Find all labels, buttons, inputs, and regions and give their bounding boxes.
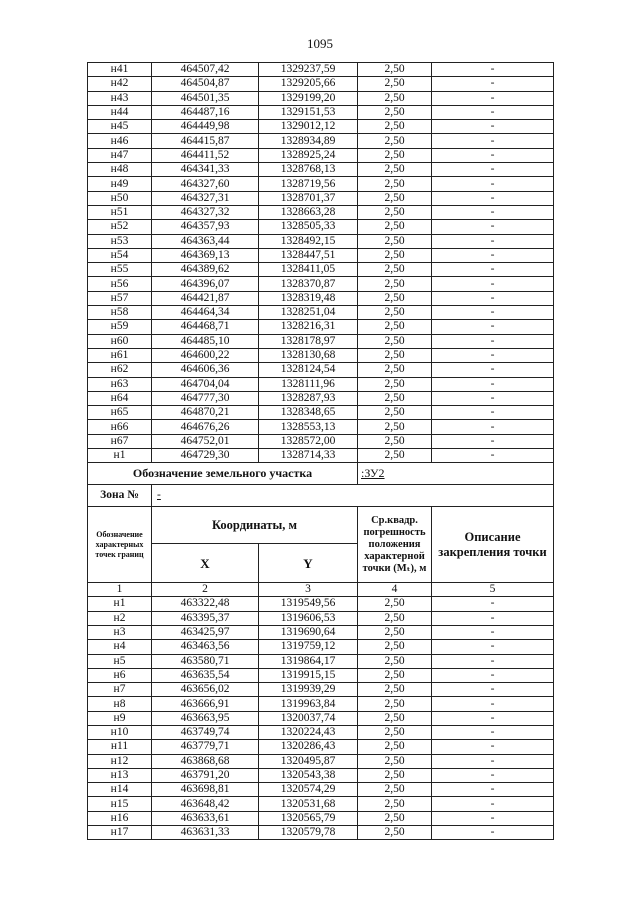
- point-id: н56: [88, 277, 152, 291]
- accuracy-value: 2,50: [358, 134, 432, 148]
- column-number: 3: [259, 583, 358, 597]
- y-coordinate: 1320531,68: [259, 797, 358, 811]
- x-coordinate: 463779,71: [152, 740, 259, 754]
- accuracy-value: 2,50: [358, 277, 432, 291]
- accuracy-value: 2,50: [358, 234, 432, 248]
- point-id: н61: [88, 348, 152, 362]
- accuracy-value: 2,50: [358, 320, 432, 334]
- table-row: [88, 234, 554, 248]
- y-coordinate: 1329237,59: [259, 63, 358, 77]
- table-row: [88, 205, 554, 219]
- table-row: [88, 697, 554, 711]
- point-id: н53: [88, 234, 152, 248]
- accuracy-value: 2,50: [358, 163, 432, 177]
- y-coordinate: 1329151,53: [259, 105, 358, 119]
- point-id: н15: [88, 797, 152, 811]
- description-value: -: [432, 625, 554, 639]
- accuracy-value: 2,50: [358, 334, 432, 348]
- x-coordinate: 463633,61: [152, 811, 259, 825]
- description-value: -: [432, 597, 554, 611]
- description-value: -: [432, 363, 554, 377]
- description-value: -: [432, 797, 554, 811]
- x-coordinate: 464676,26: [152, 420, 259, 434]
- x-coordinate: 464396,07: [152, 277, 259, 291]
- y-coordinate: 1328348,65: [259, 406, 358, 420]
- table-row: [88, 768, 554, 782]
- point-id: н45: [88, 120, 152, 134]
- description-value: -: [432, 263, 554, 277]
- point-id: н2: [88, 611, 152, 625]
- x-coordinate: 464327,60: [152, 177, 259, 191]
- accuracy-value: 2,50: [358, 668, 432, 682]
- accuracy-value: 2,50: [358, 783, 432, 797]
- point-id: н52: [88, 220, 152, 234]
- accuracy-value: 2,50: [358, 597, 432, 611]
- table-row: [88, 783, 554, 797]
- description-value: -: [432, 640, 554, 654]
- accuracy-value: 2,50: [358, 768, 432, 782]
- table-row: [88, 306, 554, 320]
- y-coordinate: 1328411,05: [259, 263, 358, 277]
- point-id: н42: [88, 77, 152, 91]
- x-coordinate: 464357,93: [152, 220, 259, 234]
- y-coordinate: 1328768,13: [259, 163, 358, 177]
- x-coordinate: 463791,20: [152, 768, 259, 782]
- accuracy-value: 2,50: [358, 683, 432, 697]
- y-coordinate: 1328553,13: [259, 420, 358, 434]
- x-coordinate: 463425,97: [152, 625, 259, 639]
- header-description: Описание закрепления точки: [432, 507, 554, 583]
- header-coordinates: Координаты, м: [152, 507, 358, 544]
- y-coordinate: 1319549,56: [259, 597, 358, 611]
- description-value: -: [432, 826, 554, 840]
- y-coordinate: 1319690,64: [259, 625, 358, 639]
- accuracy-value: 2,50: [358, 63, 432, 77]
- x-coordinate: 464415,87: [152, 134, 259, 148]
- point-id: н66: [88, 420, 152, 434]
- x-coordinate: 464341,33: [152, 163, 259, 177]
- x-coordinate: 464504,87: [152, 77, 259, 91]
- accuracy-value: 2,50: [358, 611, 432, 625]
- point-id: н50: [88, 191, 152, 205]
- accuracy-value: 2,50: [358, 148, 432, 162]
- y-coordinate: 1320286,43: [259, 740, 358, 754]
- table-row: [88, 248, 554, 262]
- description-value: -: [432, 277, 554, 291]
- y-coordinate: 1328934,89: [259, 134, 358, 148]
- x-coordinate: 463648,42: [152, 797, 259, 811]
- description-value: -: [432, 449, 554, 463]
- x-coordinate: 464600,22: [152, 348, 259, 362]
- point-id: н60: [88, 334, 152, 348]
- table-row: [88, 711, 554, 725]
- description-value: -: [432, 205, 554, 219]
- coordinates-table: [87, 62, 554, 840]
- table-row: [88, 77, 554, 91]
- point-id: н11: [88, 740, 152, 754]
- description-value: -: [432, 754, 554, 768]
- description-value: -: [432, 783, 554, 797]
- point-id: н16: [88, 811, 152, 825]
- point-id: н8: [88, 697, 152, 711]
- table-row: [88, 420, 554, 434]
- table-row: [88, 377, 554, 391]
- table-row: [88, 177, 554, 191]
- description-value: -: [432, 248, 554, 262]
- accuracy-value: 2,50: [358, 826, 432, 840]
- y-coordinate: 1320565,79: [259, 811, 358, 825]
- description-value: -: [432, 320, 554, 334]
- point-id: н46: [88, 134, 152, 148]
- table-row: [88, 640, 554, 654]
- accuracy-value: 2,50: [358, 391, 432, 405]
- y-coordinate: 1319915,15: [259, 668, 358, 682]
- x-coordinate: 464389,62: [152, 263, 259, 277]
- accuracy-value: 2,50: [358, 263, 432, 277]
- table-row: [88, 740, 554, 754]
- y-coordinate: 1328505,33: [259, 220, 358, 234]
- accuracy-value: 2,50: [358, 120, 432, 134]
- point-id: н47: [88, 148, 152, 162]
- x-coordinate: 464369,13: [152, 248, 259, 262]
- description-value: -: [432, 77, 554, 91]
- x-coordinate: 464411,52: [152, 148, 259, 162]
- accuracy-value: 2,50: [358, 91, 432, 105]
- x-coordinate: 463463,56: [152, 640, 259, 654]
- table-row: [88, 291, 554, 305]
- x-coordinate: 463580,71: [152, 654, 259, 668]
- y-coordinate: 1328130,68: [259, 348, 358, 362]
- table-row: [88, 220, 554, 234]
- point-id: н62: [88, 363, 152, 377]
- accuracy-value: 2,50: [358, 363, 432, 377]
- accuracy-value: 2,50: [358, 697, 432, 711]
- table-row: [88, 320, 554, 334]
- y-coordinate: 1320579,78: [259, 826, 358, 840]
- table-row: [88, 406, 554, 420]
- column-number: 1: [88, 583, 152, 597]
- accuracy-value: 2,50: [358, 220, 432, 234]
- accuracy-value: 2,50: [358, 420, 432, 434]
- point-id: н41: [88, 63, 152, 77]
- y-coordinate: 1320037,74: [259, 711, 358, 725]
- x-coordinate: 463322,48: [152, 597, 259, 611]
- table-row: [88, 191, 554, 205]
- page-number: 1095: [307, 36, 333, 51]
- accuracy-value: 2,50: [358, 105, 432, 119]
- accuracy-value: 2,50: [358, 77, 432, 91]
- accuracy-value: 2,50: [358, 406, 432, 420]
- point-id: н49: [88, 177, 152, 191]
- point-id: н51: [88, 205, 152, 219]
- y-coordinate: 1328492,15: [259, 234, 358, 248]
- y-coordinate: 1328287,93: [259, 391, 358, 405]
- point-id: н55: [88, 263, 152, 277]
- y-coordinate: 1328714,33: [259, 449, 358, 463]
- description-value: -: [432, 177, 554, 191]
- point-id: н54: [88, 248, 152, 262]
- point-id: н64: [88, 391, 152, 405]
- x-coordinate: 464487,16: [152, 105, 259, 119]
- table-row: [88, 391, 554, 405]
- description-value: -: [432, 668, 554, 682]
- table-row: [88, 120, 554, 134]
- x-coordinate: 463656,02: [152, 683, 259, 697]
- column-number: 2: [152, 583, 259, 597]
- x-coordinate: 464485,10: [152, 334, 259, 348]
- table-row: [88, 163, 554, 177]
- column-number: 4: [358, 583, 432, 597]
- x-coordinate: 464327,31: [152, 191, 259, 205]
- y-coordinate: 1328216,31: [259, 320, 358, 334]
- point-id: н14: [88, 783, 152, 797]
- table-row: [88, 334, 554, 348]
- point-id: н58: [88, 306, 152, 320]
- x-coordinate: 464363,44: [152, 234, 259, 248]
- table-row: [88, 668, 554, 682]
- description-value: -: [432, 220, 554, 234]
- table-row: [88, 811, 554, 825]
- bottom-rows: [88, 597, 554, 840]
- accuracy-value: 2,50: [358, 725, 432, 739]
- header-row-1: [88, 507, 554, 544]
- accuracy-value: 2,50: [358, 248, 432, 262]
- accuracy-value: 2,50: [358, 306, 432, 320]
- description-value: -: [432, 811, 554, 825]
- point-id: н9: [88, 711, 152, 725]
- description-value: -: [432, 105, 554, 119]
- accuracy-value: 2,50: [358, 625, 432, 639]
- table-row: [88, 654, 554, 668]
- x-coordinate: 464777,30: [152, 391, 259, 405]
- description-value: -: [432, 434, 554, 448]
- accuracy-value: 2,50: [358, 191, 432, 205]
- description-value: -: [432, 91, 554, 105]
- x-coordinate: 464327,32: [152, 205, 259, 219]
- zone-label: Зона №: [88, 485, 152, 507]
- y-coordinate: 1320574,29: [259, 783, 358, 797]
- y-coordinate: 1328701,37: [259, 191, 358, 205]
- accuracy-value: 2,50: [358, 711, 432, 725]
- y-coordinate: 1328925,24: [259, 148, 358, 162]
- x-coordinate: 463631,33: [152, 826, 259, 840]
- table-row: [88, 277, 554, 291]
- table-row: [88, 148, 554, 162]
- y-coordinate: 1319864,17: [259, 654, 358, 668]
- table-row: [88, 725, 554, 739]
- table-row: [88, 105, 554, 119]
- table-row: [88, 63, 554, 77]
- parcel-value: :ЗУ2: [358, 463, 554, 485]
- point-id: н4: [88, 640, 152, 654]
- x-coordinate: 463749,74: [152, 725, 259, 739]
- accuracy-value: 2,50: [358, 797, 432, 811]
- accuracy-value: 2,50: [358, 654, 432, 668]
- y-coordinate: 1320224,43: [259, 725, 358, 739]
- description-value: -: [432, 740, 554, 754]
- column-numbers-row: [88, 583, 554, 597]
- description-value: -: [432, 683, 554, 697]
- y-coordinate: 1328178,97: [259, 334, 358, 348]
- table-row: [88, 91, 554, 105]
- table-row: [88, 263, 554, 277]
- point-id: н57: [88, 291, 152, 305]
- table-row: [88, 434, 554, 448]
- y-coordinate: 1329205,66: [259, 77, 358, 91]
- point-id: н3: [88, 625, 152, 639]
- description-value: -: [432, 420, 554, 434]
- parcel-label: Обозначение земельного участка: [88, 463, 358, 485]
- description-value: -: [432, 63, 554, 77]
- point-id: н43: [88, 91, 152, 105]
- accuracy-value: 2,50: [358, 205, 432, 219]
- accuracy-value: 2,50: [358, 377, 432, 391]
- description-value: -: [432, 406, 554, 420]
- y-coordinate: 1328124,54: [259, 363, 358, 377]
- table-row: [88, 625, 554, 639]
- point-id: н12: [88, 754, 152, 768]
- parcel-row: [88, 463, 554, 485]
- zone-value: -: [152, 485, 554, 507]
- table-row: [88, 449, 554, 463]
- description-value: -: [432, 234, 554, 248]
- point-id: н17: [88, 826, 152, 840]
- x-coordinate: 464729,30: [152, 449, 259, 463]
- x-coordinate: 464752,01: [152, 434, 259, 448]
- point-id: н48: [88, 163, 152, 177]
- description-value: -: [432, 654, 554, 668]
- table-row: [88, 797, 554, 811]
- x-coordinate: 463635,54: [152, 668, 259, 682]
- x-coordinate: 464468,71: [152, 320, 259, 334]
- accuracy-value: 2,50: [358, 291, 432, 305]
- description-value: -: [432, 134, 554, 148]
- description-value: -: [432, 291, 554, 305]
- point-id: н6: [88, 668, 152, 682]
- y-coordinate: 1319939,29: [259, 683, 358, 697]
- description-value: -: [432, 120, 554, 134]
- y-coordinate: 1329012,12: [259, 120, 358, 134]
- x-coordinate: 464507,42: [152, 63, 259, 77]
- x-coordinate: 463663,95: [152, 711, 259, 725]
- x-coordinate: 464704,04: [152, 377, 259, 391]
- point-id: н10: [88, 725, 152, 739]
- y-coordinate: 1319759,12: [259, 640, 358, 654]
- y-coordinate: 1328251,04: [259, 306, 358, 320]
- accuracy-value: 2,50: [358, 754, 432, 768]
- table-row: [88, 826, 554, 840]
- point-id: н63: [88, 377, 152, 391]
- accuracy-value: 2,50: [358, 811, 432, 825]
- x-coordinate: 464870,21: [152, 406, 259, 420]
- x-coordinate: 464421,87: [152, 291, 259, 305]
- y-coordinate: 1320543,38: [259, 768, 358, 782]
- column-number: 5: [432, 583, 554, 597]
- y-coordinate: 1320495,87: [259, 754, 358, 768]
- point-id: н67: [88, 434, 152, 448]
- description-value: -: [432, 348, 554, 362]
- point-id: н13: [88, 768, 152, 782]
- description-value: -: [432, 306, 554, 320]
- table-row: [88, 348, 554, 362]
- description-value: -: [432, 725, 554, 739]
- x-coordinate: 463395,37: [152, 611, 259, 625]
- description-value: -: [432, 377, 554, 391]
- description-value: -: [432, 334, 554, 348]
- x-coordinate: 463698,81: [152, 783, 259, 797]
- point-id: н1: [88, 597, 152, 611]
- y-coordinate: 1328319,48: [259, 291, 358, 305]
- accuracy-value: 2,50: [358, 740, 432, 754]
- header-y: Y: [259, 544, 358, 583]
- y-coordinate: 1329199,20: [259, 91, 358, 105]
- accuracy-value: 2,50: [358, 348, 432, 362]
- header-point-designation: Обозначение характерных точек границ: [88, 507, 152, 583]
- x-coordinate: 464464,34: [152, 306, 259, 320]
- top-rows: [88, 63, 554, 463]
- point-id: н65: [88, 406, 152, 420]
- table-row: [88, 611, 554, 625]
- y-coordinate: 1328663,28: [259, 205, 358, 219]
- y-coordinate: 1319606,53: [259, 611, 358, 625]
- y-coordinate: 1328719,56: [259, 177, 358, 191]
- point-id: н1: [88, 449, 152, 463]
- description-value: -: [432, 391, 554, 405]
- y-coordinate: 1328370,87: [259, 277, 358, 291]
- table-row: [88, 683, 554, 697]
- x-coordinate: 464501,35: [152, 91, 259, 105]
- description-value: -: [432, 711, 554, 725]
- accuracy-value: 2,50: [358, 177, 432, 191]
- table-row: [88, 597, 554, 611]
- description-value: -: [432, 768, 554, 782]
- accuracy-value: 2,50: [358, 449, 432, 463]
- x-coordinate: 464449,98: [152, 120, 259, 134]
- point-id: н59: [88, 320, 152, 334]
- header-x: X: [152, 544, 259, 583]
- table-row: [88, 754, 554, 768]
- point-id: н7: [88, 683, 152, 697]
- description-value: -: [432, 697, 554, 711]
- point-id: н5: [88, 654, 152, 668]
- description-value: -: [432, 611, 554, 625]
- y-coordinate: 1328572,00: [259, 434, 358, 448]
- y-coordinate: 1319963,84: [259, 697, 358, 711]
- table-row: [88, 363, 554, 377]
- zone-row: [88, 485, 554, 507]
- table-row: [88, 134, 554, 148]
- description-value: -: [432, 191, 554, 205]
- description-value: -: [432, 148, 554, 162]
- x-coordinate: 463868,68: [152, 754, 259, 768]
- header-accuracy: Ср.квадр. погрешность положения характерной точки (Мₜ), м: [358, 507, 432, 583]
- x-coordinate: 463666,91: [152, 697, 259, 711]
- y-coordinate: 1328447,51: [259, 248, 358, 262]
- point-id: н44: [88, 105, 152, 119]
- accuracy-value: 2,50: [358, 434, 432, 448]
- accuracy-value: 2,50: [358, 640, 432, 654]
- x-coordinate: 464606,36: [152, 363, 259, 377]
- description-value: -: [432, 163, 554, 177]
- y-coordinate: 1328111,96: [259, 377, 358, 391]
